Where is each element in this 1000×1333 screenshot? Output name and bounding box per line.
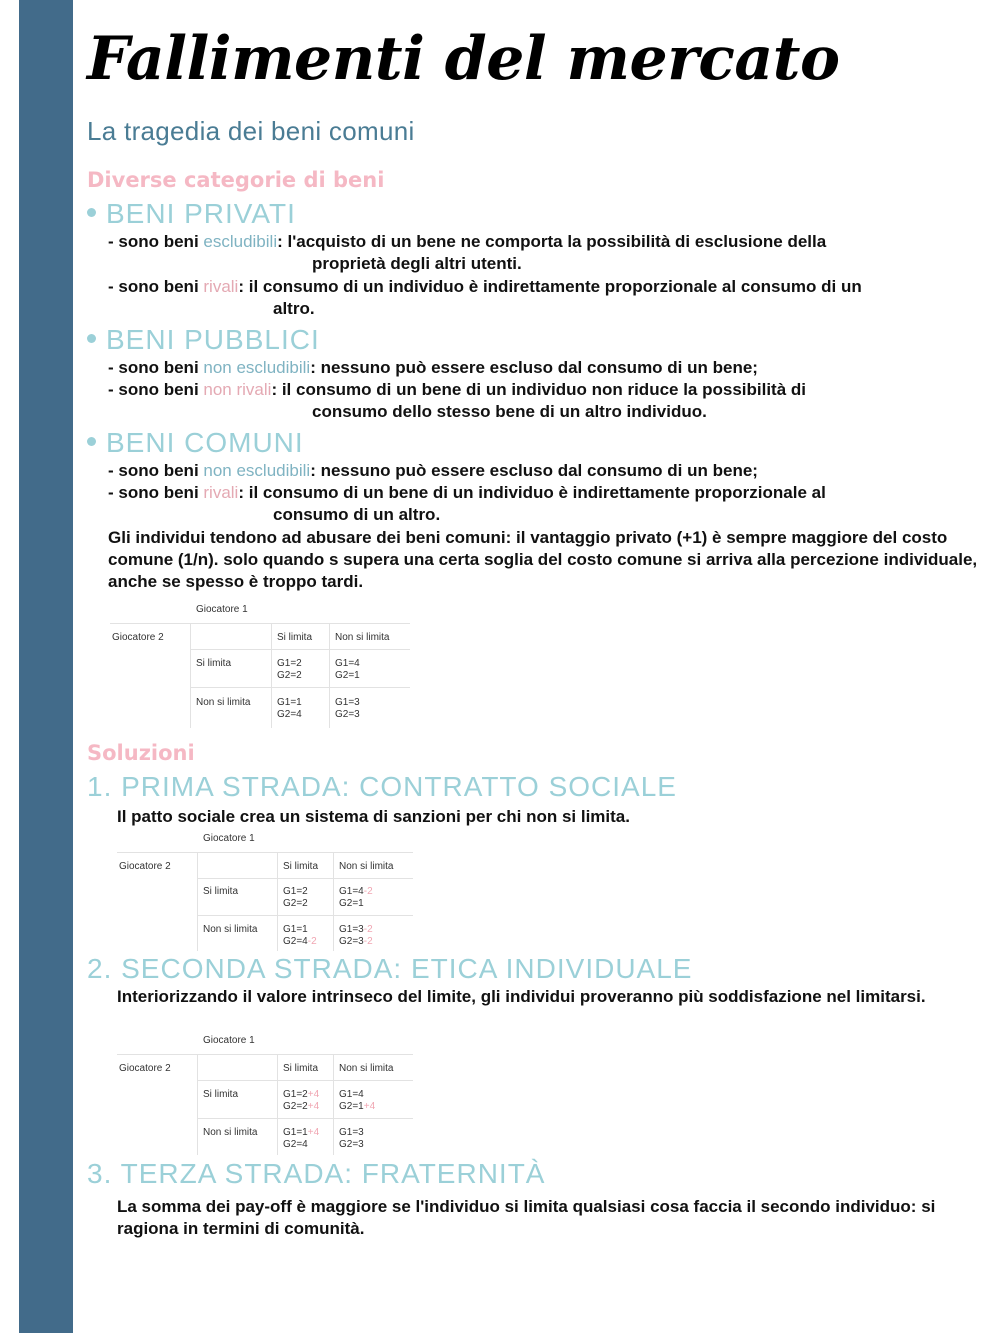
- prima-strada-text: Il patto sociale crea un sistema di sanzioni per chi non si limita.: [117, 807, 630, 826]
- line-text: : nessuno può essere escluso dal consumo di un bene;: [310, 358, 758, 377]
- table-divider: [110, 623, 410, 624]
- section-heading-soluzioni: Soluzioni: [87, 741, 195, 765]
- privati-line-1-cont: proprietà degli altri utenti.: [312, 254, 522, 273]
- payoff-cell: G2=4: [277, 709, 302, 720]
- table-divider: [329, 623, 330, 728]
- row-non-si-limita: Non si limita: [203, 924, 258, 935]
- payoff-sanction: -2: [363, 886, 373, 897]
- line-prefix: - sono beni: [108, 483, 204, 502]
- heading-seconda-strada: 2. SECONDA STRADA: ETICA INDIVIDUALE: [87, 953, 693, 984]
- payoff-cell: [283, 1101, 319, 1112]
- pubblici-line-1: [108, 357, 758, 379]
- payoff-cell: G2=3: [335, 709, 360, 720]
- heading-beni-pubblici: [87, 324, 320, 356]
- payoff-cell: G2=1: [335, 670, 360, 681]
- line-text: : il consumo di un bene di un individuo non riduce la possibilità di: [271, 380, 807, 399]
- payoff-cell: G2=3: [339, 1139, 364, 1150]
- sidebar-stripe: [19, 0, 73, 1333]
- page-subtitle: La tragedia dei beni comuni: [87, 116, 415, 146]
- payoff-cell: [283, 1089, 319, 1100]
- table-divider: [197, 1054, 198, 1155]
- payoff-value: G1=3: [339, 924, 364, 935]
- privati-line-2-cont: altro.: [273, 299, 315, 318]
- payoff-table-1: [110, 600, 410, 728]
- row-si-limita: Si limita: [196, 658, 232, 669]
- heading-beni-privati: [87, 198, 296, 230]
- line-text: : il consumo di un individuo è indirettamente proporzionale al consumo di un: [238, 277, 862, 296]
- table-divider: [277, 852, 278, 951]
- table-divider: [197, 1080, 413, 1081]
- seconda-strada-text: Interiorizzando il valore intrinseco del limite, gli individui proveranno più soddisfazione nel limitarsi.: [117, 987, 926, 1006]
- keyword-rivali: rivali: [203, 277, 239, 296]
- payoff-table-3: [117, 1031, 413, 1155]
- row-non-si-limita: Non si limita: [203, 1127, 258, 1138]
- row-non-si-limita: Non si limita: [196, 697, 251, 708]
- table-header-giocatore-2: Giocatore 2: [119, 1063, 171, 1074]
- table-divider: [333, 1054, 334, 1155]
- line-text: : il consumo di un bene di un individuo è indirettamente proporzionale al: [238, 483, 826, 502]
- heading-beni-comuni: [87, 427, 304, 459]
- payoff-cell: [339, 886, 373, 897]
- col-non-si-limita: Non si limita: [339, 1063, 394, 1074]
- comuni-line-1: [108, 460, 758, 482]
- payoff-cell: G1=3: [339, 1127, 364, 1138]
- payoff-bonus: +4: [307, 1089, 320, 1100]
- row-si-limita: Si limita: [203, 886, 239, 897]
- payoff-value: G2=3: [339, 936, 364, 947]
- table-divider: [271, 623, 272, 728]
- line-prefix: - sono beni: [108, 380, 204, 399]
- terza-strada-text: La somma dei pay-off è maggiore se l'individuo si limita qualsiasi cosa faccia il secondo individuo: si ragiona in termini di comunità.: [117, 1197, 936, 1238]
- payoff-value: G2=1: [339, 1101, 364, 1112]
- payoff-cell: G1=1: [283, 924, 308, 935]
- comuni-line-2: [108, 482, 826, 504]
- keyword-escludibili: escludibili: [203, 232, 278, 251]
- table-header-giocatore-2: Giocatore 2: [119, 861, 171, 872]
- table-header-giocatore-1: Giocatore 1: [196, 604, 248, 615]
- payoff-sanction: -2: [307, 936, 317, 947]
- line-prefix: - sono beni: [108, 232, 204, 251]
- table-divider: [117, 852, 413, 853]
- payoff-cell: [339, 1101, 375, 1112]
- line-prefix: - sono beni: [108, 358, 204, 377]
- payoff-bonus: +4: [363, 1101, 376, 1112]
- payoff-cell: G1=4: [339, 1089, 364, 1100]
- payoff-bonus: +4: [307, 1127, 320, 1138]
- keyword-rivali: rivali: [203, 483, 239, 502]
- col-si-limita: Si limita: [283, 1063, 319, 1074]
- payoff-cell: [283, 1127, 319, 1138]
- page-title: Fallimenti del mercato: [87, 24, 840, 94]
- payoff-sanction: -2: [363, 936, 373, 947]
- payoff-cell: G2=2: [283, 898, 308, 909]
- payoff-cell: [339, 936, 373, 947]
- heading-text: BENI PRIVATI: [106, 198, 296, 229]
- col-non-si-limita: Non si limita: [335, 632, 390, 643]
- table-divider: [190, 687, 410, 688]
- line-text: : nessuno può essere escluso dal consumo di un bene;: [310, 461, 758, 480]
- table-divider: [190, 649, 410, 650]
- heading-text: BENI COMUNI: [106, 427, 304, 458]
- table-divider: [197, 915, 413, 916]
- payoff-cell: G2=4: [283, 1139, 308, 1150]
- table-divider: [197, 878, 413, 879]
- payoff-cell: G1=4: [335, 658, 360, 669]
- table-divider: [117, 1054, 413, 1055]
- table-divider: [190, 623, 191, 728]
- bullet-dot-icon: [87, 334, 96, 343]
- payoff-value: G1=1: [283, 1127, 308, 1138]
- privati-line-1: [108, 231, 826, 253]
- col-si-limita: Si limita: [283, 861, 319, 872]
- row-si-limita: Si limita: [203, 1089, 239, 1100]
- keyword-non-rivali: non rivali: [203, 380, 272, 399]
- heading-terza-strada: 3. TERZA STRADA: FRATERNITÀ: [87, 1158, 546, 1189]
- heading-prima-strada: 1. PRIMA STRADA: CONTRATTO SOCIALE: [87, 771, 677, 802]
- privati-line-2: [108, 276, 862, 298]
- bullet-dot-icon: [87, 437, 96, 446]
- payoff-table-2: [117, 829, 413, 951]
- line-prefix: - sono beni: [108, 277, 204, 296]
- keyword-non-escludibili: non escludibili: [203, 461, 311, 480]
- table-header-giocatore-2: Giocatore 2: [112, 632, 164, 643]
- payoff-cell: G1=3: [335, 697, 360, 708]
- payoff-cell: G1=2: [283, 886, 308, 897]
- line-prefix: - sono beni: [108, 461, 204, 480]
- payoff-cell: [283, 936, 317, 947]
- col-si-limita: Si limita: [277, 632, 313, 643]
- pubblici-line-2: [108, 379, 806, 401]
- col-non-si-limita: Non si limita: [339, 861, 394, 872]
- payoff-bonus: +4: [307, 1101, 320, 1112]
- payoff-cell: G1=2: [277, 658, 302, 669]
- payoff-cell: G2=1: [339, 898, 364, 909]
- keyword-non-escludibili: non escludibili: [203, 358, 311, 377]
- section-heading-categorie: Diverse categorie di beni: [87, 168, 385, 192]
- table-header-giocatore-1: Giocatore 1: [203, 833, 255, 844]
- table-divider: [277, 1054, 278, 1155]
- payoff-cell: [339, 924, 373, 935]
- comuni-line-2-cont: consumo di un altro.: [273, 505, 441, 524]
- payoff-cell: G1=1: [277, 697, 302, 708]
- payoff-cell: G2=2: [277, 670, 302, 681]
- comuni-paragraph: Gli individui tendono ad abusare dei beni comuni: il vantaggio privato (+1) è sempre maggiore del costo comune (1/n). solo quando s supera una certa soglia del costo comune si arriva alla percezione individuale, anche se spesso è troppo tardi.: [108, 528, 978, 591]
- line-text: : l'acquisto di un bene ne comporta la possibilità di esclusione della: [277, 232, 827, 251]
- payoff-value: G1=4: [339, 886, 364, 897]
- table-divider: [197, 1118, 413, 1119]
- table-header-giocatore-1: Giocatore 1: [203, 1035, 255, 1046]
- pubblici-line-2-cont: consumo dello stesso bene di un altro individuo.: [312, 402, 707, 421]
- payoff-value: G1=2: [283, 1089, 308, 1100]
- table-divider: [333, 852, 334, 951]
- payoff-sanction: -2: [363, 924, 373, 935]
- heading-text: BENI PUBBLICI: [106, 324, 320, 355]
- payoff-value: G2=4: [283, 936, 308, 947]
- payoff-value: G2=2: [283, 1101, 308, 1112]
- bullet-dot-icon: [87, 208, 96, 217]
- table-divider: [197, 852, 198, 951]
